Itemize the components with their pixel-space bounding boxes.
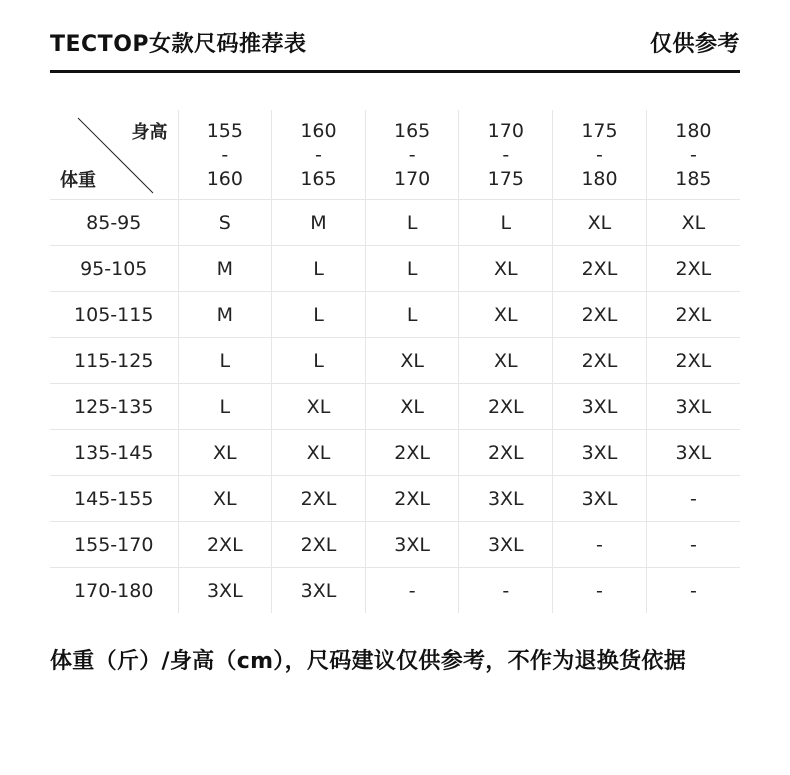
weight-range-cell: 135-145 (50, 430, 178, 476)
table-row (50, 430, 740, 476)
size-cell: - (459, 568, 553, 614)
size-cell: 3XL (178, 568, 272, 614)
height-range-header (178, 110, 272, 200)
height-range-low: 155 (206, 119, 243, 142)
size-cell: XL (365, 384, 459, 430)
size-cell: 2XL (646, 246, 740, 292)
weight-range-cell: 145-155 (50, 476, 178, 522)
table-row (50, 200, 740, 246)
height-range-header (365, 110, 459, 200)
size-cell: XL (459, 292, 553, 338)
size-cell: 3XL (365, 522, 459, 568)
weight-range-cell: 85-95 (50, 200, 178, 246)
height-range-sep: - (315, 143, 322, 166)
height-range-low: 180 (675, 119, 712, 142)
size-table (50, 110, 740, 613)
reference-note: 仅供参考 (649, 31, 740, 57)
size-cell: - (553, 522, 647, 568)
height-range (179, 119, 272, 191)
size-cell: - (646, 568, 740, 614)
height-range-low: 175 (581, 119, 618, 142)
corner-cell (50, 110, 178, 200)
size-cell: L (272, 338, 366, 384)
size-cell: 3XL (553, 430, 647, 476)
size-cell: - (365, 568, 459, 614)
page-title: TECTOP女款尺码推荐表 (50, 31, 307, 57)
size-cell: 2XL (553, 246, 647, 292)
size-cell: 3XL (553, 476, 647, 522)
size-cell: XL (646, 200, 740, 246)
height-range-low: 160 (300, 119, 337, 142)
size-cell: 2XL (553, 338, 647, 384)
height-axis-label: 身高 (131, 122, 168, 143)
size-cell: L (365, 246, 459, 292)
weight-range-cell: 95-105 (50, 246, 178, 292)
height-range-high: 180 (581, 167, 618, 190)
height-range-high: 185 (675, 167, 712, 190)
height-range-header (272, 110, 366, 200)
height-range-high: 165 (300, 167, 337, 190)
size-cell: M (178, 292, 272, 338)
size-cell: XL (272, 384, 366, 430)
size-cell: 2XL (553, 292, 647, 338)
height-range-low: 170 (487, 119, 524, 142)
size-cell: XL (553, 200, 647, 246)
size-cell: XL (178, 430, 272, 476)
table-row (50, 384, 740, 430)
height-range (272, 119, 365, 191)
table-row (50, 246, 740, 292)
size-cell: - (553, 568, 647, 614)
weight-range-cell: 115-125 (50, 338, 178, 384)
size-cell: 3XL (646, 384, 740, 430)
table-row (50, 522, 740, 568)
size-cell: 2XL (272, 522, 366, 568)
size-cell: 2XL (365, 476, 459, 522)
height-range-header (553, 110, 647, 200)
height-range-high: 160 (206, 167, 243, 190)
size-cell: L (272, 292, 366, 338)
size-cell: S (178, 200, 272, 246)
size-cell: 2XL (178, 522, 272, 568)
height-range-sep: - (221, 143, 229, 166)
weight-range-cell: 125-135 (50, 384, 178, 430)
footer-disclaimer: 体重（斤）/身高（cm），尺码建议仅供参考，不作为退换货依据 (50, 649, 687, 674)
table-row (50, 476, 740, 522)
table-header-row (50, 110, 740, 200)
height-range-sep: - (689, 143, 697, 166)
size-cell: XL (178, 476, 272, 522)
height-range-sep: - (408, 143, 416, 166)
size-cell: L (272, 246, 366, 292)
height-range-sep: - (502, 143, 510, 166)
size-cell: 2XL (646, 292, 740, 338)
height-range (366, 119, 459, 191)
weight-range-cell: 155-170 (50, 522, 178, 568)
table-row (50, 338, 740, 384)
size-cell: 3XL (553, 384, 647, 430)
height-range-sep: - (596, 143, 603, 166)
height-range-header (459, 110, 553, 200)
weight-range-cell: 170-180 (50, 568, 178, 614)
size-cell: 3XL (272, 568, 366, 614)
header-divider (50, 70, 740, 73)
size-cell: 3XL (459, 522, 553, 568)
table-row (50, 568, 740, 614)
size-cell: L (365, 200, 459, 246)
size-cell: 3XL (646, 430, 740, 476)
height-range-high: 170 (394, 167, 431, 190)
height-range (459, 119, 552, 191)
size-cell: L (178, 338, 272, 384)
height-range-low: 165 (394, 119, 431, 142)
size-cell: 2XL (646, 338, 740, 384)
size-cell: - (646, 522, 740, 568)
table-body (50, 200, 740, 614)
weight-range-cell: 105-115 (50, 292, 178, 338)
size-cell: XL (459, 338, 553, 384)
size-cell: M (178, 246, 272, 292)
table-row (50, 292, 740, 338)
size-cell: L (459, 200, 553, 246)
weight-axis-label: 体重 (60, 170, 96, 191)
height-range (647, 119, 740, 191)
size-cell: 2XL (459, 384, 553, 430)
size-cell: 2XL (272, 476, 366, 522)
size-cell: XL (365, 338, 459, 384)
size-cell: 3XL (459, 476, 553, 522)
header (50, 26, 740, 58)
size-cell: 2XL (365, 430, 459, 476)
height-range-high: 175 (487, 167, 524, 190)
size-cell: L (178, 384, 272, 430)
size-cell: XL (272, 430, 366, 476)
height-range-header (646, 110, 740, 200)
size-cell: - (646, 476, 740, 522)
size-cell: M (272, 200, 366, 246)
size-cell: L (365, 292, 459, 338)
height-range (553, 119, 646, 191)
size-cell: XL (459, 246, 553, 292)
size-cell: 2XL (459, 430, 553, 476)
